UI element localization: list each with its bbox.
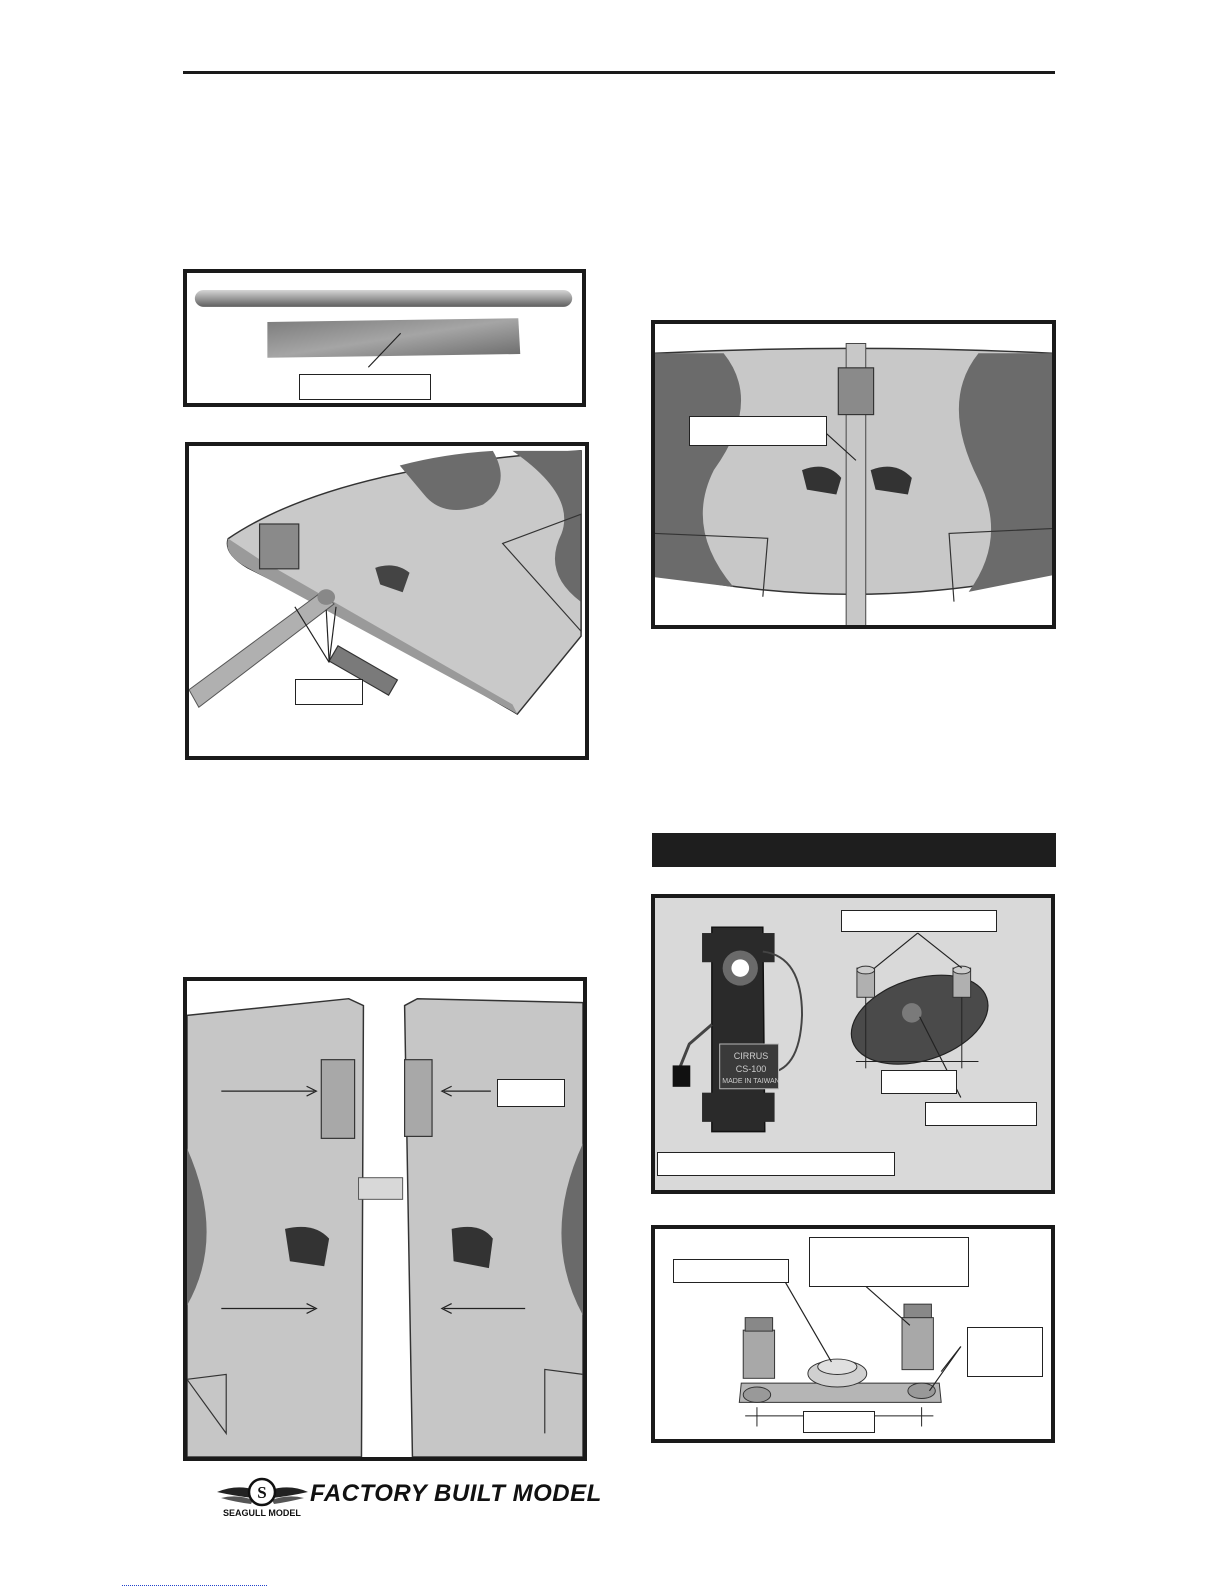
servo-origin: MADE IN TAIWAN [722, 1078, 780, 1085]
servo-model: CS-100 [735, 1064, 767, 1074]
figure-spar-parts [183, 269, 586, 407]
page-link[interactable] [122, 1575, 267, 1586]
joiner-plate [267, 318, 520, 358]
servo-brand: CIRRUS [733, 1051, 769, 1061]
header-rule [183, 71, 1055, 74]
horn-label-center [809, 1237, 969, 1287]
brand-logo [215, 1470, 602, 1522]
figure-servo [651, 894, 1055, 1194]
spar-label [299, 374, 431, 400]
servo-label-top [841, 910, 997, 932]
figure-wing-joined [651, 320, 1056, 629]
spar-tube [195, 290, 572, 307]
logo-text: SEAGULL MODEL [223, 1508, 301, 1518]
figure-horn [651, 1225, 1055, 1443]
horn-label-bottom [803, 1411, 875, 1433]
horn-label-right [967, 1327, 1043, 1377]
horn-label-left [673, 1259, 789, 1283]
logo-letter: S [257, 1483, 267, 1502]
joined-label [689, 416, 827, 446]
servo-label-mid [881, 1070, 957, 1094]
servo-label-bottom [657, 1152, 895, 1176]
figure-wing-tube [185, 442, 589, 760]
halves-label [497, 1079, 565, 1107]
figure-wing-halves [183, 977, 587, 1461]
servo-label-right [925, 1102, 1037, 1126]
brand-text: FACTORY BUILT MODEL [310, 1480, 602, 1507]
tube-label [295, 679, 363, 705]
section-header [652, 833, 1056, 867]
